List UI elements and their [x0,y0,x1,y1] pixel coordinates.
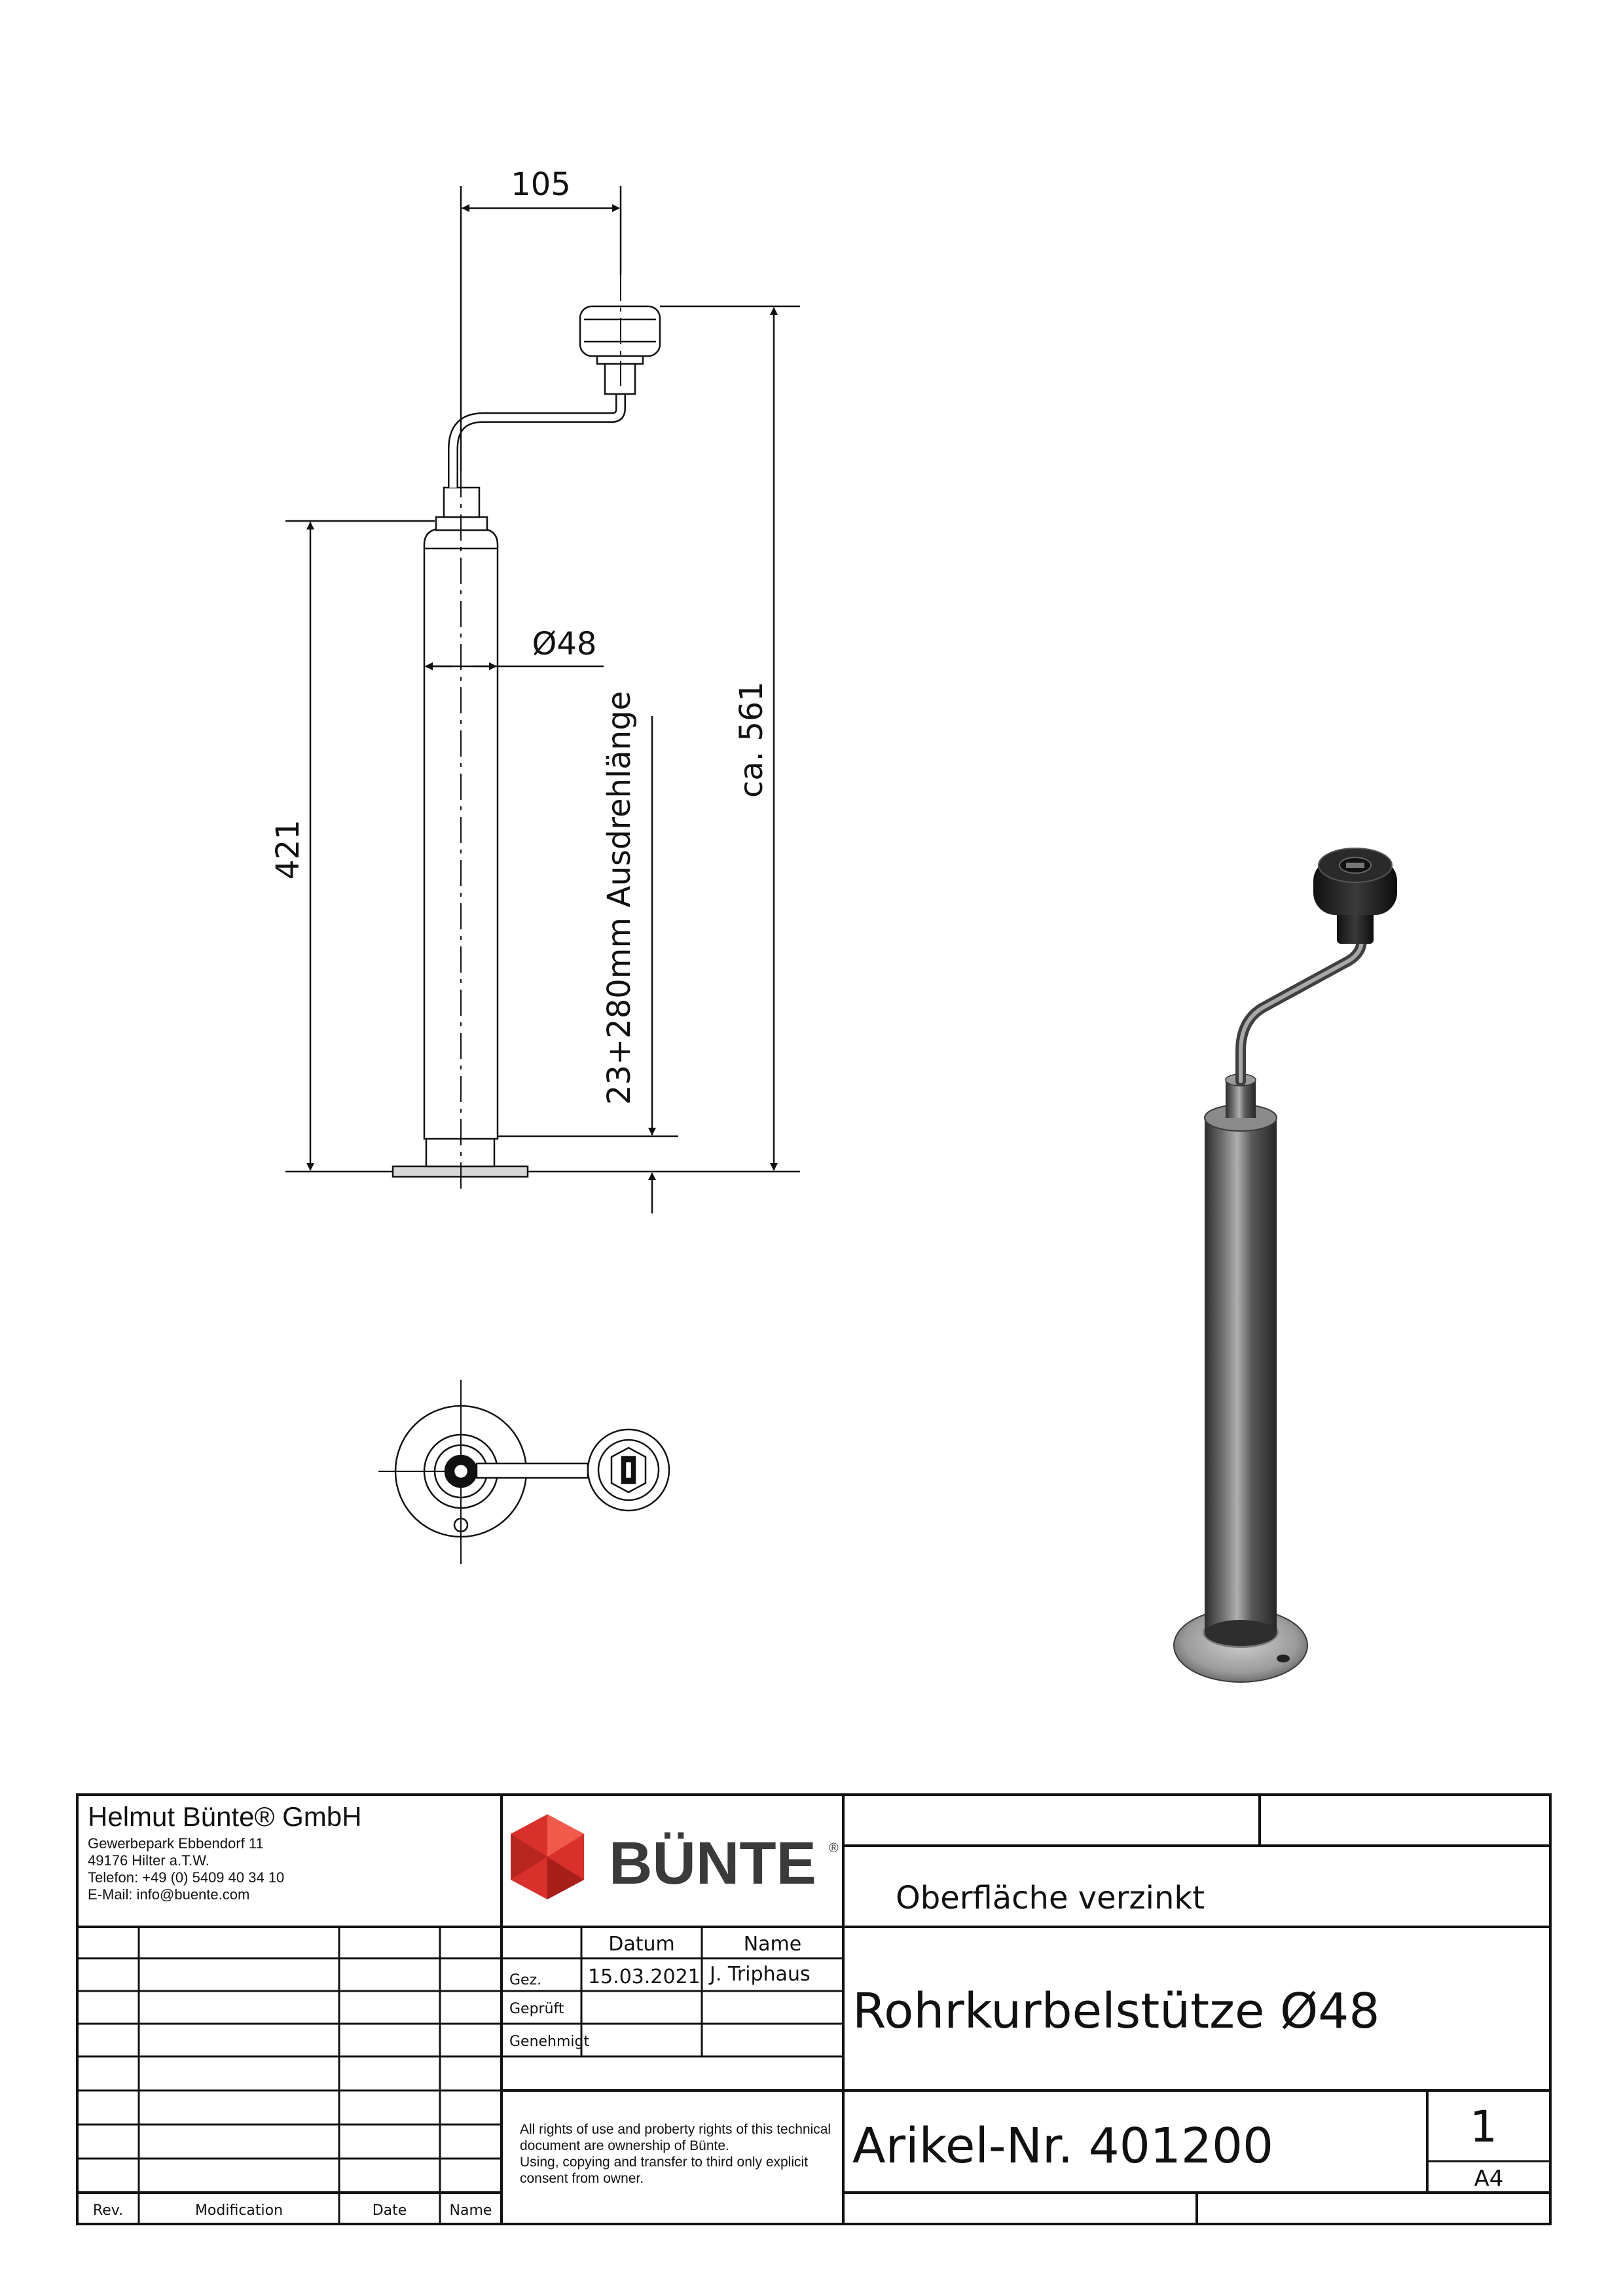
dim-extension-label: 23+280mm Ausdrehlänge [601,691,638,1105]
dim-421-label: 421 [270,819,306,880]
approval-col-datum: Datum [608,1933,675,1956]
render-crank-arm [1241,928,1362,1081]
rev-header-date: Date [372,2202,407,2219]
rights-line-2: document are ownership of Bünte. [520,2138,729,2153]
article-number: Arikel-Nr. 401200 [852,2118,1274,2174]
approval-gez-date: 15.03.2021 [588,1965,701,1988]
approval-gez-name: J. Triphaus [710,1963,811,1986]
company-address-street: Gewerbepark Ebbendorf 11 [88,1835,264,1852]
approval-geprueft-label: Geprüft [509,2001,564,2017]
company-email: E-Mail: info@buente.com [88,1886,250,1903]
dim-d48-label: Ø48 [532,626,597,662]
product-name: Rohrkurbelstütze Ø48 [852,1983,1380,2039]
dim-105-label: 105 [511,166,571,203]
logo-registered-mark: ® [829,1841,839,1856]
surface-finish: Oberfläche verzinkt [896,1880,1205,1916]
company-address-city: 49176 Hilter a.T.W. [88,1852,210,1869]
company-phone: Telefon: +49 (0) 5409 40 34 10 [88,1869,285,1886]
logo-wordmark: BÜNTE [609,1830,816,1897]
approval-genehmigt-label: Genehmigt [509,2034,590,2050]
render-tube [1205,1116,1277,1633]
rights-line-4: consent from owner. [520,2171,644,2186]
rev-header-name: Name [449,2202,492,2219]
buente-logo [511,1814,839,1899]
crank-handle [453,393,621,488]
company-name: Helmut Bünte® GmbH [88,1801,362,1832]
dim-extension [498,716,678,1213]
dim-561-label: ca. 561 [733,681,770,798]
rights-line-3: Using, copying and transfer to third only explicit [520,2155,809,2170]
product-rendering [1174,848,1397,1682]
approval-gez-label: Gez. [509,1972,542,1988]
approval-col-name: Name [743,1933,802,1956]
dim-body-height [285,521,435,1172]
rights-line-1: All rights of use and proberty rights of this technical [520,2122,831,2137]
top-view [378,1380,669,1564]
rev-header-rev: Rev. [92,2202,124,2219]
rev-header-modification: Modification [194,2202,283,2219]
top-view-crank-arm [477,1463,588,1478]
sheet-number: 1 [1470,2102,1497,2152]
paper-format: A4 [1474,2166,1504,2192]
